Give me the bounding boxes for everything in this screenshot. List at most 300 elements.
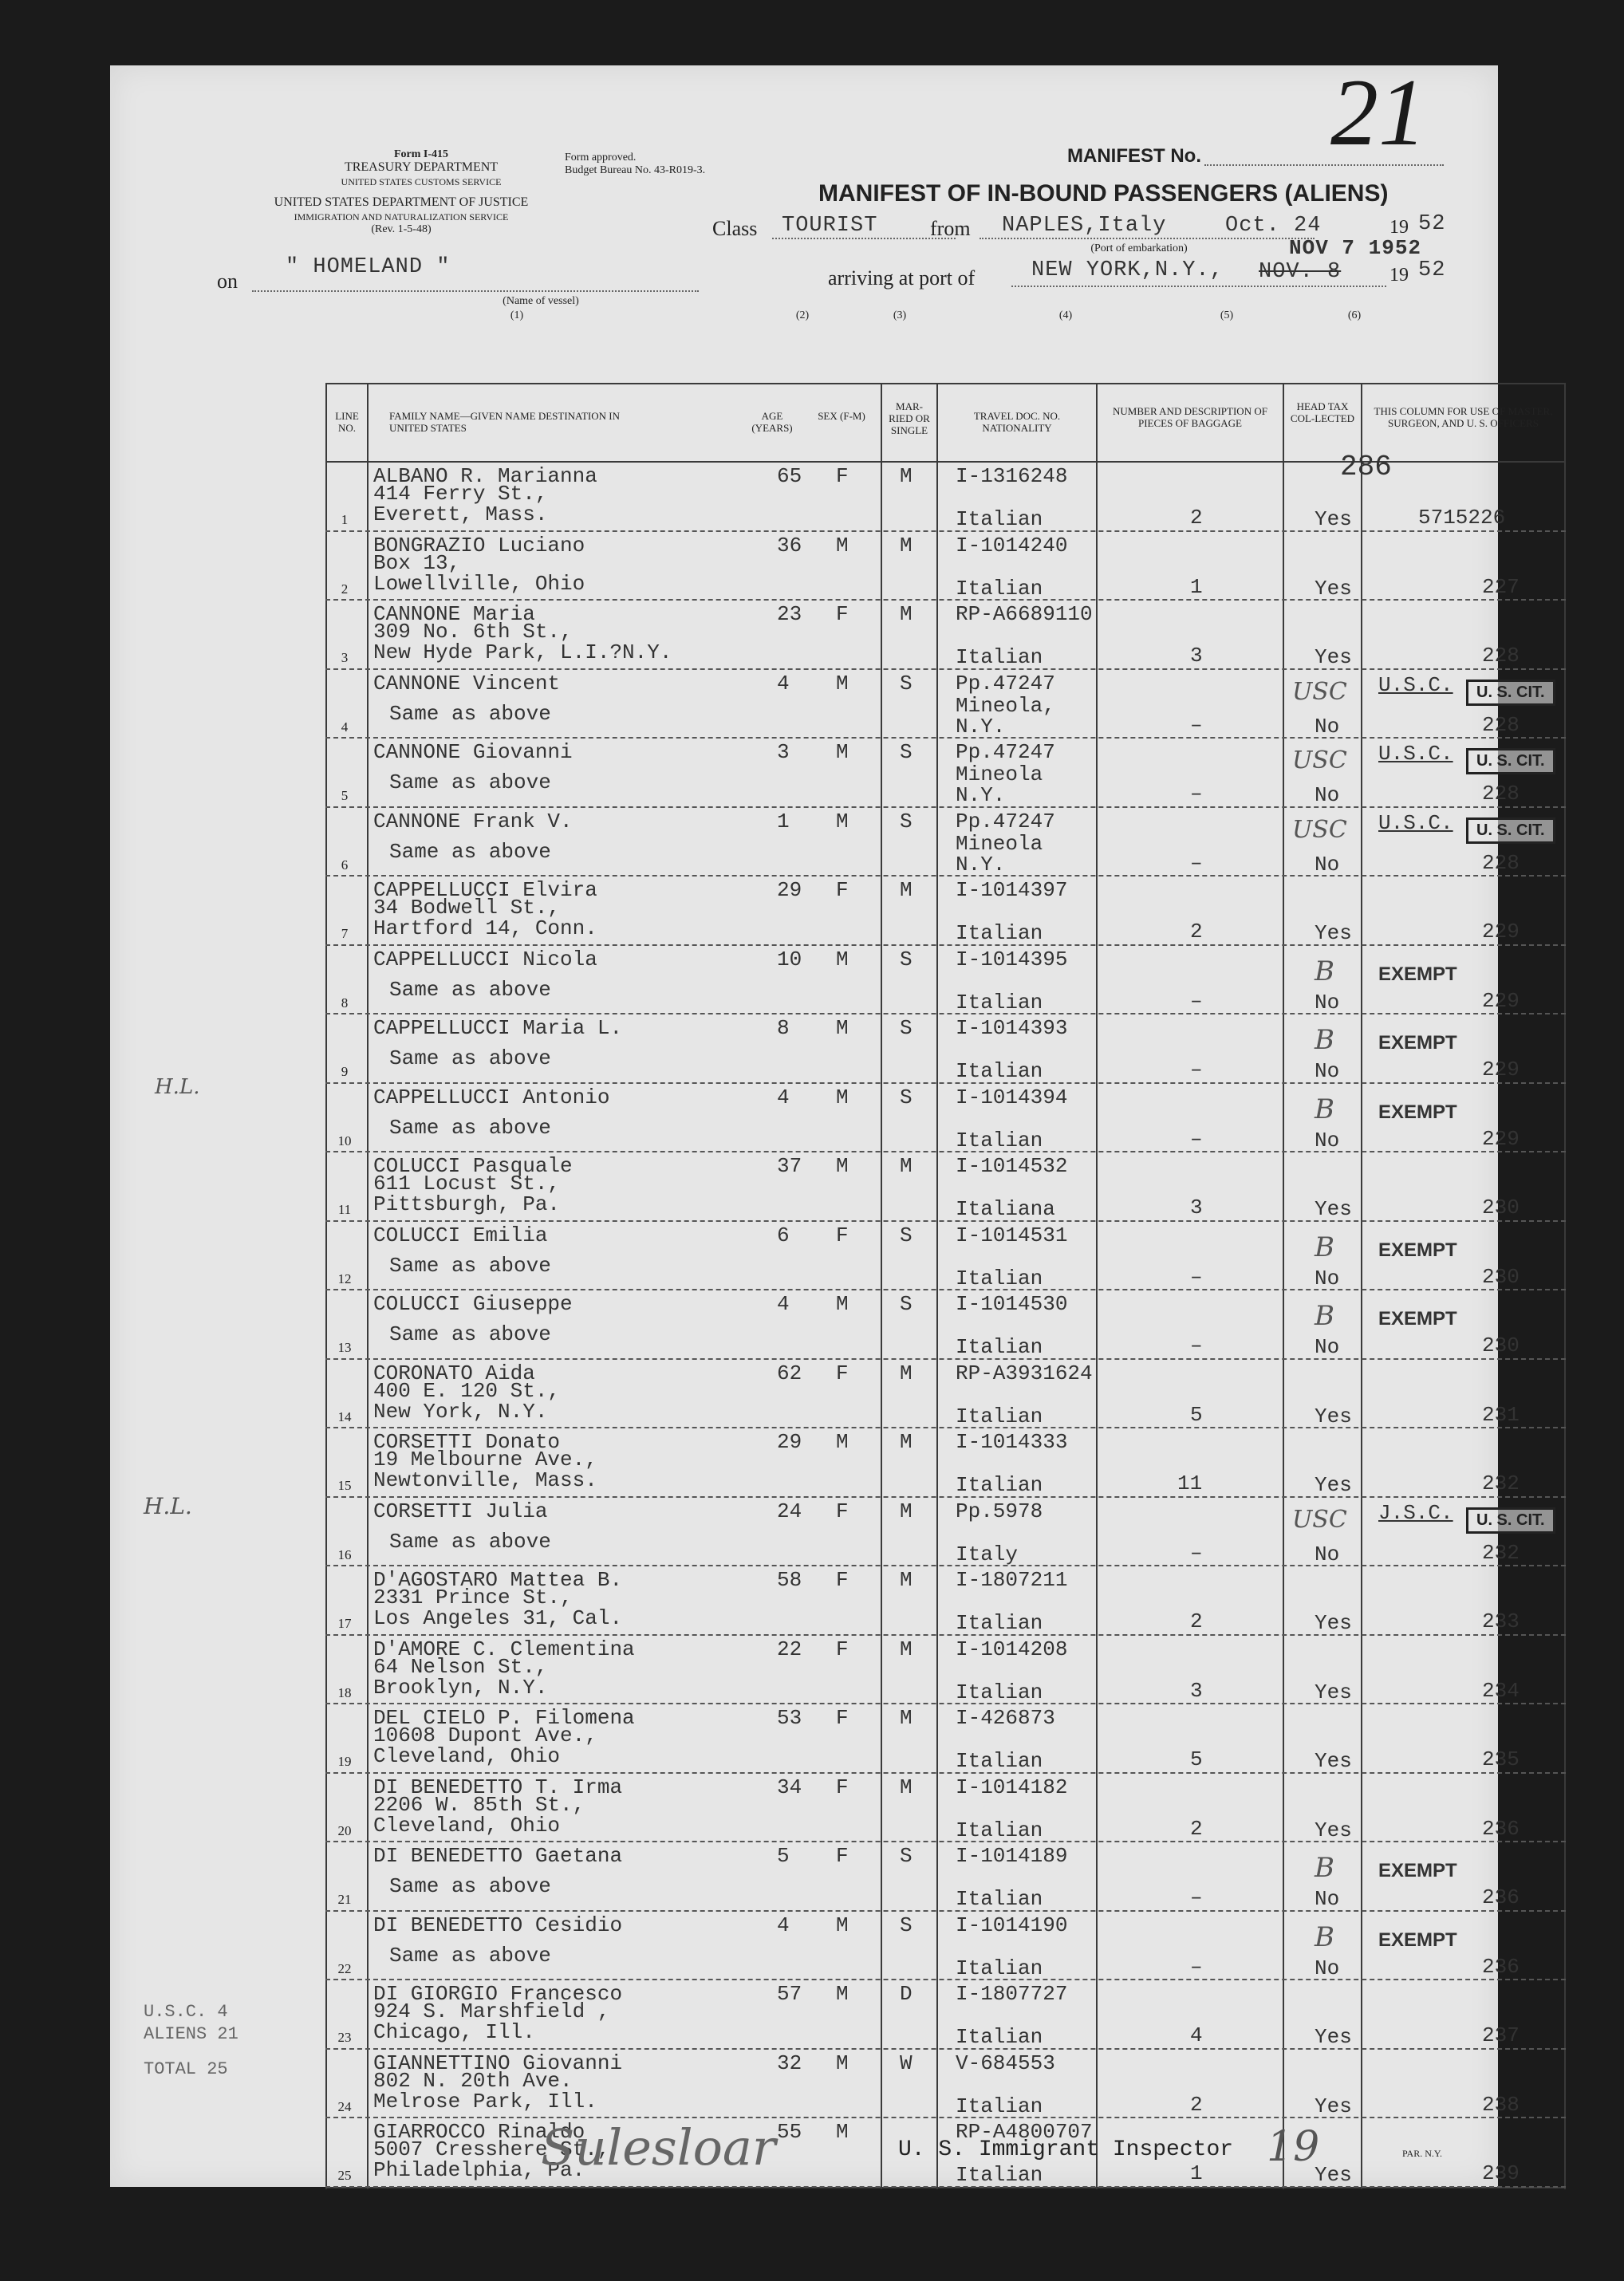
handwritten-b: B <box>1315 1231 1334 1263</box>
age: 1 <box>777 809 790 833</box>
sex: M <box>836 2051 849 2075</box>
passenger-name: CORONATO Aida <box>373 1361 535 1385</box>
margin-initials-2: H.L. <box>144 1493 192 1519</box>
officer-number: 237 <box>1482 2023 1520 2047</box>
marital-status: S <box>900 1016 913 1040</box>
sex: M <box>836 947 849 971</box>
destination-address: Everett, Mass. <box>373 502 548 526</box>
table-row <box>325 1290 1566 1360</box>
sex: F <box>836 1361 849 1385</box>
baggage-count: 3 <box>1190 644 1203 668</box>
line-number: 19 <box>337 1754 352 1769</box>
class-label: Class <box>712 217 758 240</box>
head-tax: Yes <box>1315 1611 1352 1635</box>
destination-address: 10608 Dupont Ave., <box>373 1724 597 1747</box>
baggage-count: – <box>1190 1126 1203 1151</box>
passenger-name: COLUCCI Pasquale <box>373 1154 573 1178</box>
col-num-3: (3) <box>893 309 907 321</box>
table-row <box>325 532 1566 601</box>
baggage-count: 2 <box>1190 920 1203 944</box>
passenger-name: COLUCCI Emilia <box>373 1223 548 1247</box>
nationality: Italian <box>956 1473 1043 1497</box>
margin-initials-1: H.L. <box>155 1075 200 1099</box>
exempt-stamp: EXEMPT <box>1378 963 1457 985</box>
destination-address: Same as above <box>389 1046 551 1070</box>
usc-annotation: U.S.C. <box>1378 672 1453 697</box>
col-header-age: AGE (YEARS) <box>751 410 793 434</box>
nationality: Italian <box>956 645 1043 669</box>
inspector-number: 19 <box>1267 2123 1320 2171</box>
age: 65 <box>777 464 802 488</box>
nationality: N.Y. <box>956 783 1006 807</box>
nationality: Italian <box>956 990 1043 1014</box>
destination-address: Same as above <box>389 701 551 726</box>
arrival-date-struck: NOV. 8 <box>1259 260 1342 284</box>
col-header-name: FAMILY NAME—GIVEN NAME DESTINATION IN UNITED STATES <box>389 410 621 434</box>
sex: M <box>836 1016 849 1040</box>
destination-address: Philadelphia, Pa. <box>373 2158 585 2182</box>
usc-annotation: U.S.C. <box>1378 810 1453 835</box>
nationality: Italy <box>956 1542 1019 1566</box>
head-tax: Yes <box>1315 2163 1352 2187</box>
nationality: Italian <box>956 1887 1043 1911</box>
line-number: 6 <box>341 857 349 873</box>
baggage-count: – <box>1190 1540 1203 1565</box>
travel-doc-number: V-684553 <box>956 2051 1055 2075</box>
table-row <box>325 1774 1566 1843</box>
line-number: 23 <box>337 2030 352 2045</box>
sex: M <box>836 1154 849 1178</box>
col-header-line: LINE NO. <box>335 410 359 434</box>
baggage-count: – <box>1190 1334 1203 1357</box>
table-row <box>325 670 1566 739</box>
head-tax: No <box>1315 1128 1340 1152</box>
officer-note: 286 <box>1340 451 1392 483</box>
destination-address: Same as above <box>389 977 551 1002</box>
nationality: Italian <box>956 1266 1043 1290</box>
marital-status: S <box>900 1844 913 1868</box>
table-row <box>325 877 1566 946</box>
on-label: on <box>217 270 238 293</box>
table-row <box>325 1636 1566 1705</box>
destination-address: Pittsburgh, Pa. <box>373 1192 561 1216</box>
marital-status: M <box>900 1154 913 1178</box>
age: 5 <box>777 1844 790 1868</box>
received-date-stamp: NOV 7 1952 <box>1289 236 1422 260</box>
table-row <box>325 1152 1566 1222</box>
nationality: Italian <box>956 1059 1043 1083</box>
nationality: Italian <box>956 1128 1043 1152</box>
travel-doc-number: I-1014532 <box>956 1154 1068 1178</box>
destination-address: Same as above <box>389 1253 551 1278</box>
age: 57 <box>777 1982 802 2006</box>
nationality: Italian <box>956 2025 1043 2049</box>
travel-doc-number: Pp.47247 <box>956 740 1055 764</box>
table-row <box>325 601 1566 670</box>
head-tax: No <box>1315 852 1340 877</box>
sex: M <box>836 1085 849 1109</box>
age: 37 <box>777 1154 802 1178</box>
line-number: 3 <box>341 650 349 665</box>
marital-status: S <box>900 740 913 764</box>
passenger-name: BONGRAZIO Luciano <box>373 533 585 557</box>
age: 8 <box>777 1016 790 1040</box>
nationality: Italian <box>956 1749 1043 1773</box>
line-number: 25 <box>337 2168 352 2183</box>
col-header-head-tax: HEAD TAX COL-LECTED <box>1290 400 1355 424</box>
head-tax: No <box>1315 714 1340 739</box>
destination-address: Lowellville, Ohio <box>373 571 585 596</box>
sex: F <box>836 1568 849 1592</box>
travel-doc-number: Pp.5978 <box>956 1499 1043 1523</box>
marital-status: M <box>900 1568 913 1592</box>
year-prefix-1: 19 <box>1389 217 1409 238</box>
destination-address: Same as above <box>389 770 551 794</box>
baggage-count: 3 <box>1190 1678 1203 1703</box>
age: 62 <box>777 1361 802 1385</box>
baggage-count: – <box>1190 1954 1203 1979</box>
sex: F <box>836 1844 849 1868</box>
baggage-count: – <box>1190 1885 1203 1909</box>
passenger-name: ALBANO R. Marianna <box>373 464 597 488</box>
baggage-count: 5 <box>1190 1747 1203 1771</box>
arrival-port: NEW YORK,N.Y., <box>1031 258 1224 282</box>
line-number: 10 <box>337 1133 352 1148</box>
baggage-count: 2 <box>1190 1609 1203 1633</box>
head-tax: Yes <box>1315 1197 1352 1221</box>
line-number: 2 <box>341 581 349 597</box>
handwritten-usc: USC <box>1292 815 1347 844</box>
travel-doc-place: Mineola, <box>956 693 1055 718</box>
baggage-count: – <box>1190 712 1203 737</box>
head-tax: Yes <box>1315 2025 1352 2049</box>
col-header-officers: THIS COLUMN FOR USE OF MASTER, SURGEON, AND U. S. OFFICERS <box>1374 405 1553 429</box>
head-tax: No <box>1315 783 1340 807</box>
travel-doc-number: I-1014240 <box>956 533 1068 557</box>
nationality: Italian <box>956 1335 1043 1359</box>
port-embarkation-label: (Port of embarkation) <box>1090 242 1188 254</box>
passenger-name: D'AMORE C. Clementina <box>373 1637 635 1661</box>
baggage-count: – <box>1190 1264 1203 1289</box>
destination-address: Box 13, <box>373 550 461 575</box>
travel-doc-number: I-1014395 <box>956 947 1068 971</box>
age: 34 <box>777 1775 802 1799</box>
class-value: TOURIST <box>782 214 878 238</box>
sex: M <box>836 1292 849 1316</box>
age: 24 <box>777 1499 802 1523</box>
passenger-name: DI BENEDETTO Cesidio <box>373 1913 623 1937</box>
destination-address: Same as above <box>389 1115 551 1140</box>
baggage-count: 5 <box>1190 1402 1203 1427</box>
col-header-married: MAR-RIED OR SINGLE <box>889 400 930 436</box>
officer-number: 234 <box>1482 1678 1520 1703</box>
manifest-number-label: MANIFEST No. <box>1067 145 1201 167</box>
passenger-name: COLUCCI Giuseppe <box>373 1292 573 1316</box>
destination-address: Brooklyn, N.Y. <box>373 1675 548 1700</box>
us-citizen-stamp: U. S. CIT. <box>1466 680 1555 706</box>
exempt-stamp: EXEMPT <box>1378 1928 1457 1951</box>
head-tax: Yes <box>1315 1680 1352 1704</box>
sex: F <box>836 878 849 902</box>
officer-number: 228 <box>1482 850 1520 875</box>
col-num-4: (4) <box>1058 309 1073 321</box>
line-number: 14 <box>337 1408 352 1424</box>
marital-status: M <box>900 1775 913 1799</box>
marital-status: S <box>900 947 913 971</box>
col-header-travel-doc: TRAVEL DOC. NO. NATIONALITY <box>973 410 1061 434</box>
travel-doc-number: I-1014190 <box>956 1913 1068 1937</box>
handwritten-b: B <box>1315 1921 1334 1953</box>
us-citizen-stamp: U. S. CIT. <box>1466 1507 1555 1534</box>
handwritten-usc: USC <box>1292 1505 1347 1534</box>
marital-status: M <box>900 533 913 557</box>
destination-address: 2206 W. 85th St., <box>373 1792 585 1817</box>
table-row <box>325 1704 1566 1774</box>
destination-address: Same as above <box>389 1322 551 1346</box>
from-line <box>980 238 1315 239</box>
table-row <box>325 1084 1566 1153</box>
officer-number: 239 <box>1482 2161 1520 2185</box>
nationality: Italian <box>956 1956 1043 1980</box>
baggage-count: 2 <box>1190 1816 1203 1841</box>
head-tax: No <box>1315 1059 1340 1083</box>
age: 22 <box>777 1637 802 1661</box>
destination-address: Chicago, Ill. <box>373 2020 535 2044</box>
passenger-name: CORSETTI Julia <box>373 1499 548 1523</box>
exempt-stamp: EXEMPT <box>1378 1101 1457 1123</box>
baggage-count: 2 <box>1190 2092 1203 2117</box>
travel-doc-place: Mineola <box>956 831 1043 856</box>
destination-address: New York, N.Y. <box>373 1399 548 1424</box>
table-row <box>325 1842 1566 1912</box>
line-number: 15 <box>337 1478 352 1493</box>
age: 32 <box>777 2051 802 2075</box>
manifest-page <box>110 59 1553 2187</box>
arrival-port-line <box>1011 286 1386 287</box>
table-row <box>325 1360 1566 1429</box>
destination-address: 5007 Cresshere St., <box>373 2137 610 2161</box>
head-tax: No <box>1315 1887 1340 1911</box>
departure-date: Oct. 24 <box>1225 214 1322 238</box>
travel-doc-number: RP-A3931624 <box>956 1361 1093 1385</box>
sex: F <box>836 1706 849 1730</box>
arriving-label: arriving at port of <box>828 266 976 290</box>
table-row <box>325 1912 1566 1981</box>
marital-status: D <box>900 1982 913 2006</box>
age: 53 <box>777 1706 802 1730</box>
handwritten-b: B <box>1315 1300 1334 1332</box>
passenger-name: CAPPELLUCCI Maria L. <box>373 1016 623 1040</box>
destination-address: Same as above <box>389 839 551 864</box>
officer-number: 238 <box>1482 2092 1520 2117</box>
head-tax: Yes <box>1315 1818 1352 1842</box>
port-of-embarkation: NAPLES,Italy <box>1002 214 1167 238</box>
passenger-name: CAPPELLUCCI Antonio <box>373 1085 610 1109</box>
destination-address: 400 E. 120 St., <box>373 1378 561 1403</box>
travel-doc-number: I-1014530 <box>956 1292 1068 1316</box>
manifest-number: 21 <box>1330 59 1426 165</box>
officer-number: 229 <box>1482 988 1520 1013</box>
class-line <box>772 238 956 239</box>
officer-number: 5715226 <box>1418 506 1506 530</box>
officer-number: 236 <box>1482 1885 1520 1909</box>
baggage-count: 1 <box>1190 574 1203 599</box>
marital-status: M <box>900 1637 913 1661</box>
travel-doc-number: I-1014182 <box>956 1775 1068 1799</box>
travel-doc-number: I-426873 <box>956 1706 1055 1730</box>
marital-status: W <box>900 2051 913 2075</box>
destination-address: Cleveland, Ohio <box>373 1813 561 1838</box>
arrival-year: 52 <box>1418 258 1446 282</box>
travel-doc-place: Mineola <box>956 762 1043 786</box>
treasury-department: TREASURY DEPARTMENT <box>344 160 499 174</box>
officer-number: 230 <box>1482 1334 1520 1357</box>
exempt-stamp: EXEMPT <box>1378 1308 1457 1330</box>
table-top-border <box>325 383 1566 384</box>
line-number: 20 <box>337 1822 352 1838</box>
from-label: from <box>930 217 971 240</box>
age: 3 <box>777 740 790 764</box>
line-number: 5 <box>341 788 349 803</box>
customs-service: UNITED STATES CUSTOMS SERVICE <box>341 176 502 187</box>
sex: F <box>836 602 849 626</box>
head-tax: No <box>1315 1266 1340 1290</box>
destination-address: 309 No. 6th St., <box>373 620 573 644</box>
vessel-name: " HOMELAND " <box>286 255 451 279</box>
age: 29 <box>777 1430 802 1454</box>
age: 55 <box>777 2120 802 2144</box>
age: 58 <box>777 1568 802 1592</box>
margin-aliens-count: ALIENS 21 <box>144 2024 238 2044</box>
travel-doc-number: I-1807727 <box>956 1982 1068 2006</box>
line-number: 1 <box>341 512 349 527</box>
handwritten-b: B <box>1315 1852 1334 1884</box>
travel-doc-number: I-1807211 <box>956 1568 1068 1592</box>
form-revision: (Rev. 1-5-48) <box>371 223 432 235</box>
head-tax: Yes <box>1315 1749 1352 1773</box>
marital-status: M <box>900 1499 913 1523</box>
nationality: Italian <box>956 2094 1043 2118</box>
officer-number: 228 <box>1482 712 1520 737</box>
destination-address: 2331 Prince St., <box>373 1586 573 1609</box>
travel-doc-number: I-1014189 <box>956 1844 1068 1868</box>
inspector-label: U. S. Immigrant Inspector <box>898 2137 1234 2162</box>
marital-status: S <box>900 1223 913 1247</box>
destination-address: 924 S. Marshfield , <box>373 1999 610 2023</box>
travel-doc-number: I-1316248 <box>956 464 1068 488</box>
age: 4 <box>777 1292 790 1316</box>
marital-status: S <box>900 809 913 833</box>
nationality: Italian <box>956 1404 1043 1428</box>
marital-status: S <box>900 1085 913 1109</box>
handwritten-usc: USC <box>1292 677 1347 706</box>
passenger-name: CANNONE Giovanni <box>373 740 573 764</box>
line-number: 13 <box>337 1340 352 1355</box>
destination-address: Same as above <box>389 1874 551 1898</box>
baggage-count: – <box>1190 782 1203 806</box>
marital-status: S <box>900 1292 913 1316</box>
officer-number: 236 <box>1482 1816 1520 1841</box>
marital-status: M <box>900 1706 913 1730</box>
sex: F <box>836 1775 849 1799</box>
nationality: Italiana <box>956 1197 1055 1221</box>
officer-number: 228 <box>1482 782 1520 806</box>
officer-number: 229 <box>1482 920 1520 944</box>
officer-number: 233 <box>1482 1609 1520 1633</box>
age: 36 <box>777 533 802 557</box>
table-row <box>325 1014 1566 1084</box>
immigration-service: IMMIGRATION AND NATURALIZATION SERVICE <box>294 211 509 223</box>
nationality: Italian <box>956 507 1043 531</box>
table-row <box>325 808 1566 877</box>
passenger-name: CAPPELLUCCI Nicola <box>373 947 597 971</box>
line-number: 11 <box>337 1202 352 1217</box>
passenger-name: CANNONE Vincent <box>373 671 561 695</box>
exempt-stamp: EXEMPT <box>1378 1239 1457 1261</box>
age: 29 <box>777 878 802 902</box>
table-row <box>325 1222 1566 1291</box>
baggage-count: 11 <box>1177 1471 1203 1495</box>
destination-address: 34 Bodwell St., <box>373 896 561 920</box>
us-citizen-stamp: U. S. CIT. <box>1466 817 1555 844</box>
destination-address: Same as above <box>389 1529 551 1554</box>
destination-address: 19 Melbourne Ave., <box>373 1448 597 1471</box>
form-approved: Form approved. <box>565 152 637 163</box>
year-prefix-2: 19 <box>1389 265 1409 286</box>
passenger-name: DEL CIELO P. Filomena <box>373 1706 635 1730</box>
baggage-count: – <box>1190 850 1203 875</box>
line-number: 4 <box>341 719 349 735</box>
baggage-count: 2 <box>1190 506 1203 530</box>
officer-number: 236 <box>1482 1954 1520 1979</box>
head-tax: Yes <box>1315 2094 1352 2118</box>
table-row <box>325 1428 1566 1498</box>
nationality: N.Y. <box>956 852 1006 877</box>
age: 6 <box>777 1223 790 1247</box>
handwritten-b: B <box>1315 1024 1334 1056</box>
line-number: 21 <box>337 1892 352 1907</box>
handwritten-b: B <box>1315 1093 1334 1125</box>
age: 4 <box>777 1913 790 1937</box>
destination-address: New Hyde Park, L.I.?N.Y. <box>373 640 672 664</box>
head-tax: No <box>1315 990 1340 1014</box>
exempt-stamp: EXEMPT <box>1378 1032 1457 1054</box>
line-number: 7 <box>341 926 349 941</box>
line-number: 16 <box>337 1546 352 1562</box>
departure-year: 52 <box>1418 212 1446 236</box>
officer-number: 231 <box>1482 1402 1520 1427</box>
officer-number: 232 <box>1482 1540 1520 1565</box>
travel-doc-number: Pp.47247 <box>956 809 1055 833</box>
margin-usc-count: U.S.C. 4 <box>144 2002 228 2022</box>
destination-address: 611 Locust St., <box>373 1172 561 1196</box>
manifest-title: MANIFEST OF IN-BOUND PASSENGERS (ALIENS) <box>818 180 1389 207</box>
budget-bureau: Budget Bureau No. 43-R019-3. <box>565 164 706 176</box>
nationality: N.Y. <box>956 714 1006 739</box>
exempt-stamp: EXEMPT <box>1378 1860 1457 1881</box>
sex: M <box>836 1913 849 1937</box>
table-row <box>325 1566 1566 1636</box>
officer-number: 229 <box>1482 1126 1520 1151</box>
sex: M <box>836 533 849 557</box>
line-number: 24 <box>337 2098 352 2114</box>
marital-status: S <box>900 1913 913 1937</box>
sex: M <box>836 1982 849 2006</box>
head-tax: Yes <box>1315 921 1352 945</box>
passenger-name: CAPPELLUCCI Elvira <box>373 878 597 902</box>
vessel-name-label: (Name of vessel) <box>503 295 579 307</box>
sex: M <box>836 671 849 695</box>
